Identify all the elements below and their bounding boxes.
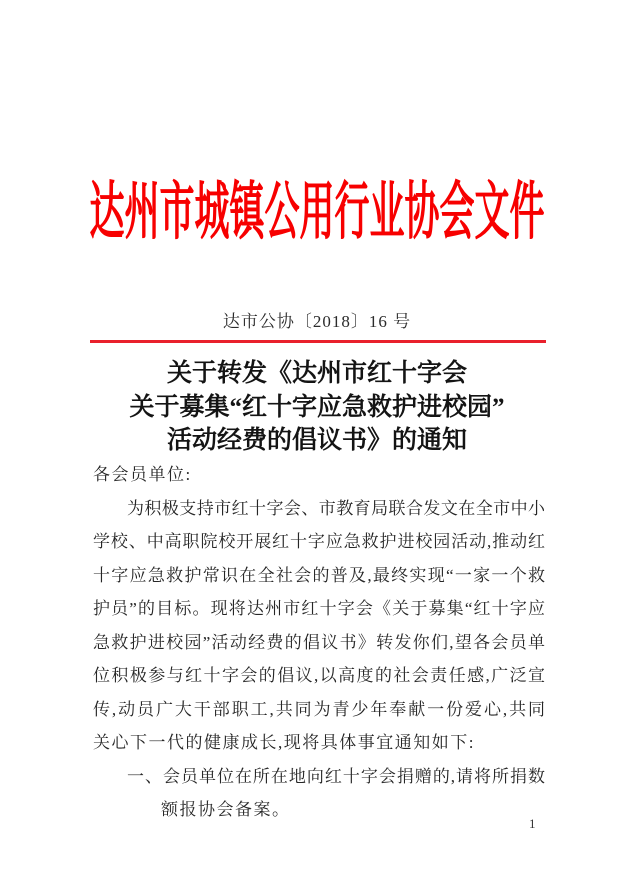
paragraph-line: 位积极参与红十字会的倡议,以高度的社会责任感,广泛宣 xyxy=(93,666,545,685)
notice-title xyxy=(0,357,634,458)
notice-title-line-2: 关于募集“红十字应急救护进校园” xyxy=(129,393,505,421)
agency-title: 达州市城镇公用行业协会文件 xyxy=(89,177,545,248)
paragraph-line: 十字应急救护常识在全社会的普及,最终实现“一家一个救 xyxy=(93,565,545,585)
list-item-1-continuation: 额报协会备案。 xyxy=(161,800,291,819)
paragraph-line: 护员”的目标。现将达州市红十字会《关于募集“红十字应 xyxy=(93,599,545,618)
paragraph-line: 急救护进校园”活动经费的倡议书》转发你们,望各会员单 xyxy=(93,632,545,652)
paragraph-line: 为积极支持市红十字会、市教育局联合发文在全市中小 xyxy=(127,498,545,518)
red-divider-line xyxy=(90,340,546,343)
notice-title-line-3: 活动经费的倡议书》的通知 xyxy=(166,427,467,454)
notice-title-line-1: 关于转发《达州市红十字会 xyxy=(166,360,467,387)
page-number: 1 xyxy=(529,816,536,831)
paragraph-line: 关心下一代的健康成长,现将具体事宜通知如下: xyxy=(93,733,475,752)
notice-body xyxy=(93,458,545,827)
salutation: 各会员单位: xyxy=(93,465,192,484)
list-item-text: 会员单位在所在地向红十字会捐赠的,请将所捐数 xyxy=(162,766,546,786)
paragraph-line: 学校、中高职院校开展红十字应急救护进校园活动,推动红 xyxy=(93,532,545,551)
list-item-marker: 一、 xyxy=(127,766,163,786)
list-item-1 xyxy=(93,760,545,794)
paragraph-line: 传,动员广大干部职工,共同为青少年奉献一份爱心,共同 xyxy=(93,699,545,719)
doc-number: 达市公协〔2018〕16 号 xyxy=(222,312,412,331)
